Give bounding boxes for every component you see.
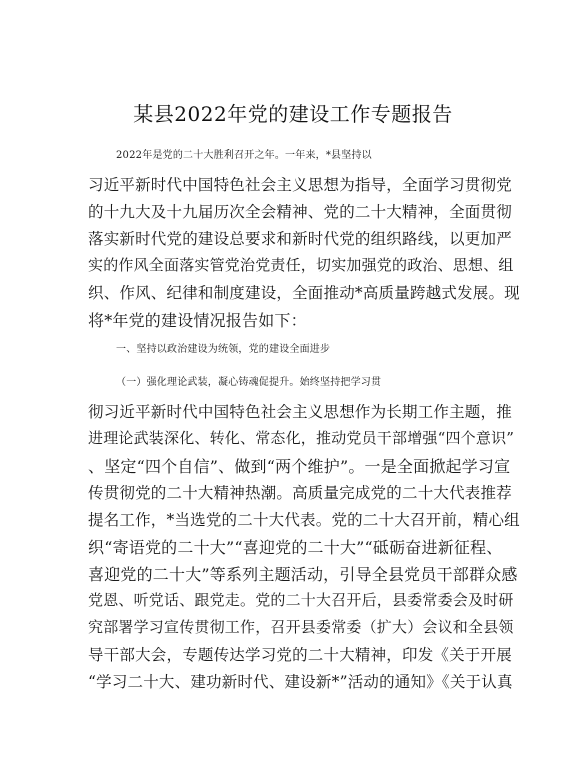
paragraph-line: 导干部大会，专题传达学习党的二十大精神，印发《关于开展 [88, 646, 512, 664]
paragraph-line: 织“寄语党的二十大”“喜迎党的二十大”“砥砺奋进新征程、 [88, 538, 503, 557]
paragraph-line: 喜迎党的二十大”等系列主题活动，引导全县党员干部群众感 [88, 565, 518, 584]
paragraph-line: 织、作风、纪律和制度建设，全面推动*高质量跨越式发展。现 [88, 284, 520, 302]
paragraph-line: 彻习近平新时代中国特色社会主义思想作为长期工作主题，推 [88, 403, 512, 421]
paragraph-line: 习近平新时代中国特色社会主义思想为指导，全面学习贯彻党 [88, 176, 512, 194]
paragraph-line: “学习二十大、建功新时代、建设新*”活动的通知》《关于认真 [88, 673, 513, 691]
paragraph-line: 实的作风全面落实管党治党责任，切实加强党的政治、思想、组 [88, 256, 514, 274]
paragraph-line: 的十九大及十九届历次全会精神、党的二十大精神，全面贯彻 [88, 203, 512, 221]
section-heading: 一、坚持以政治建设为统领，党的建设全面进步 [116, 344, 331, 355]
paragraph-line: 党恩、听党话、跟党走。党的二十大召开后，县委常委会及时研 [88, 591, 514, 609]
document-title: 某县2022年党的建设工作专题报告 [133, 102, 453, 126]
paragraph-line: 进理论武装深化、转化、常态化，推动党员干部增强“四个意识” [88, 429, 515, 447]
paragraph-line: 、坚定“四个自信”、做到“两个维护”。一是全面掀起学习宣 [88, 457, 511, 476]
paragraph-line: （一）强化理论武装，凝心铸魂促提升。始终坚持把学习贯 [116, 377, 382, 388]
paragraph-line: 2022年是党的二十大胜利召开之年。一年来，*县坚持以 [116, 150, 372, 161]
paragraph-line: 将*年党的建设情况报告如下： [88, 311, 307, 330]
paragraph-line: 究部署学习宣传贯彻工作，召开县委常委（扩大）会议和全县领 [88, 618, 514, 636]
paragraph-line: 提名工作，*当选党的二十大代表。党的二十大召开前，精心组 [88, 511, 520, 529]
paragraph-line: 传贯彻党的二十大精神热潮。高质量完成党的二十大代表推荐 [88, 484, 512, 502]
paragraph-line: 落实新时代党的建设总要求和新时代党的组织路线，以更加严 [88, 230, 512, 248]
